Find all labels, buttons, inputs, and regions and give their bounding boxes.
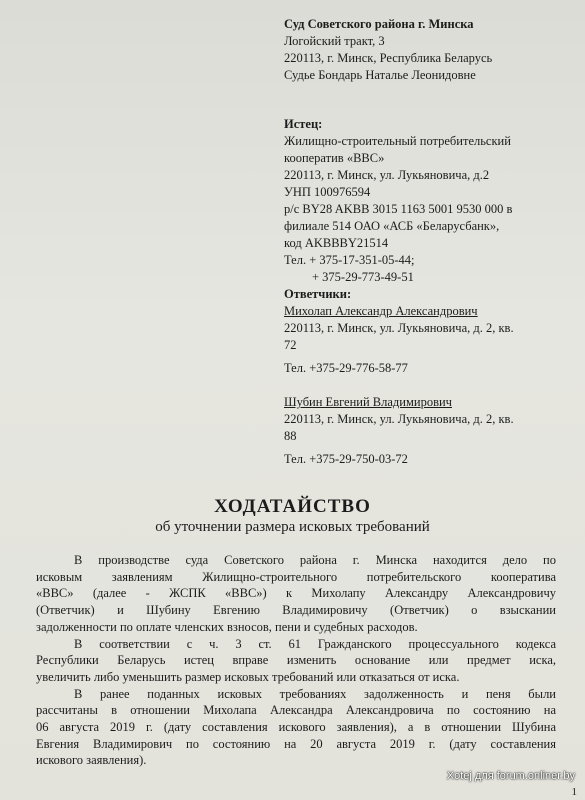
page-number: 1: [571, 786, 577, 798]
defendant-2-name: Шубин Евгений Владимирович: [284, 395, 452, 409]
paragraph-line: В соответствии с ч. 3 ст. 61 Гражданского процессуального кодекса: [74, 636, 556, 651]
plaintiff-line: код AKBBBY21514: [284, 236, 389, 250]
document-body: [36, 552, 556, 769]
paragraph-line: Евгения Владимирович по состоянию на 20 августа 2019 г. (дату составления: [36, 736, 556, 751]
paragraph-line: искового заявления).: [36, 753, 147, 768]
defendants-heading: Ответчики:: [284, 287, 352, 301]
paragraph-line: «ВВС» (далее - ЖСПК «ВВС») к Михолапу Александру Александровичу: [36, 586, 556, 601]
judge-name: Судье Бондарь Наталье Леонидовне: [284, 68, 476, 82]
court-address-line: Логойский тракт, 3: [284, 34, 385, 48]
plaintiff-line: Жилищно-строительный потребительский: [284, 134, 511, 148]
plaintiff-line: кооператив «ВВС»: [284, 151, 385, 165]
defendant-2-address: 88: [284, 429, 297, 443]
plaintiff-line: + 375-29-773-49-51: [312, 270, 414, 284]
defendant-2-address: 220113, г. Минск, ул. Лукьяновича, д. 2, кв.: [284, 412, 514, 426]
paragraph-line: рассчитаны в отношении Михолапа Александра Александровича по состоянию на: [36, 703, 556, 718]
defendant-2-phone: Тел. +375-29-750-03-72: [284, 452, 408, 466]
paragraph-line: исковым заявлениям Жилищно-строительного потребительского кооператива: [36, 569, 556, 584]
document-subtitle: об уточнении размера исковых требований: [155, 519, 430, 535]
plaintiff-block: [284, 116, 512, 286]
document-title: ХОДАТАЙСТВО: [214, 496, 371, 517]
paragraph-line: (Ответчик) и Шубину Евгению Владимировичу (Ответчик) о взыскании: [36, 603, 556, 618]
plaintiff-line: УНП 100976594: [284, 185, 371, 199]
paragraph-line: В производстве суда Советского района г. Минска находится дело по: [74, 553, 556, 567]
defendants-block: [284, 286, 514, 468]
paragraph-line: В ранее поданных исковых требованиях задолженность и пеня были: [74, 686, 556, 701]
defendant-1-name: Михолап Александр Александрович: [284, 304, 478, 318]
forum-watermark: Xotej для forum.onliner.by: [446, 770, 575, 782]
paragraph-line: 06 августа 2019 г. (дату составления искового заявления), а в отношении Шубина: [36, 720, 556, 735]
plaintiff-line: Тел. + 375-17-351-05-44;: [284, 253, 415, 267]
paragraph-line: увеличить либо уменьшить размер исковых требований или отказаться от иска.: [36, 669, 460, 684]
court-address-line: 220113, г. Минск, Республика Беларусь: [284, 51, 493, 65]
plaintiff-heading: Истец:: [284, 117, 323, 131]
defendant-1-phone: Тел. +375-29-776-58-77: [284, 361, 408, 375]
plaintiff-line: филиале 514 ОАО «АСБ «Беларусбанк»,: [284, 219, 500, 233]
plaintiff-line: 220113, г. Минск, ул. Лукьяновича, д.2: [284, 168, 490, 182]
paragraph-line: задолженности по оплате членских взносов, пени и судебных расходов.: [36, 619, 418, 634]
plaintiff-line: р/с BY28 AKBB 3015 1163 5001 9530 000 в: [284, 202, 513, 216]
court-block: [284, 16, 492, 84]
defendant-1-address: 72: [284, 338, 297, 352]
defendant-1-address: 220113, г. Минск, ул. Лукьяновича, д. 2, кв.: [284, 321, 514, 335]
court-name: Суд Советского района г. Минска: [284, 17, 474, 31]
paragraph-line: Республики Беларусь истец вправе изменить основание или предмет иска,: [36, 653, 556, 668]
